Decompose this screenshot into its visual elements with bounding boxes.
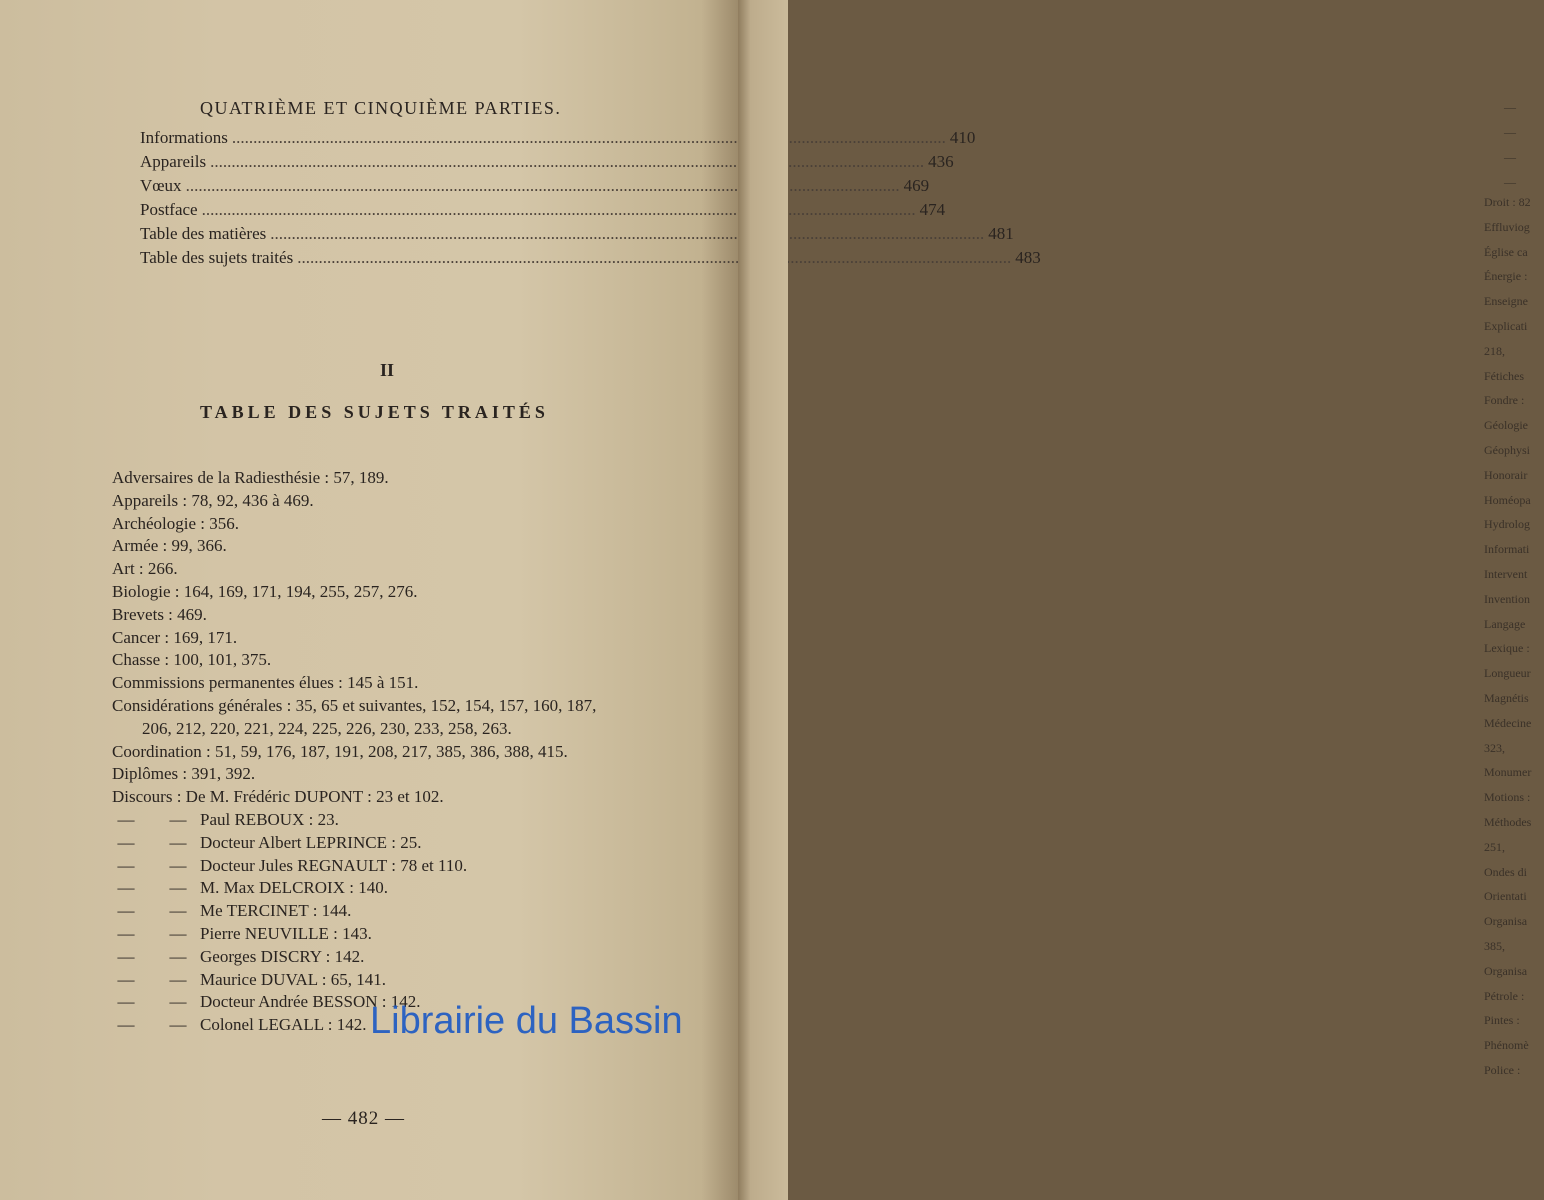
- toc-label: Vœux: [140, 176, 182, 195]
- ditto-dash: —: [169, 969, 187, 989]
- ditto-dash: —: [117, 878, 135, 898]
- index-entry: [112, 833, 672, 856]
- index-entry-text: Discours : De M. Frédéric DUPONT : 23 et 102.: [112, 787, 444, 807]
- right-page-word: Homéopa: [1484, 492, 1531, 507]
- section-number: II: [380, 360, 395, 380]
- index-entry: [112, 650, 672, 673]
- ditto-dash: —: [169, 832, 187, 852]
- index-entry-text: Diplômes : 391, 392.: [112, 764, 256, 784]
- right-page-word: 251,: [1484, 839, 1505, 854]
- right-page-word: Droit : 82: [1484, 195, 1531, 209]
- right-page-word: Pétrole :: [1484, 988, 1525, 1003]
- ditto-dash: —: [117, 1015, 135, 1035]
- right-page-word: Orientati: [1484, 889, 1527, 904]
- index-entry-text: Appareils : 78, 92, 436 à 469.: [112, 490, 314, 510]
- index-entry: [112, 856, 672, 879]
- index-entry-text: 206, 212, 220, 221, 224, 225, 226, 230, 233, 258, 263.: [142, 718, 512, 738]
- ditto-dash: —: [169, 901, 187, 921]
- index-entry-text: Me TERCINET : 144.: [200, 901, 352, 921]
- index-entry-text: Biologie : 164, 169, 171, 194, 255, 257, 276.: [112, 581, 418, 601]
- toc-page-number: 483: [1015, 248, 1041, 267]
- toc-row: [140, 152, 954, 176]
- ditto-dash: —: [169, 878, 187, 898]
- right-page-word: Pintes :: [1484, 1013, 1520, 1028]
- index-entry-text: Commissions permanentes élues : 145 à 151.: [112, 673, 419, 693]
- ditto-dash: —: [169, 946, 187, 966]
- watermark: Librairie du Bassin: [370, 1000, 683, 1042]
- ditto-dash: —: [169, 992, 187, 1012]
- right-page-word: Méthodes: [1484, 815, 1532, 829]
- toc-label: Appareils: [140, 152, 207, 171]
- right-page-word: Magnétis: [1484, 691, 1529, 705]
- index-entry: [112, 947, 672, 970]
- toc-page-number: 474: [919, 200, 946, 219]
- ditto-dash: —: [117, 946, 135, 966]
- right-page-word: Géologie: [1484, 418, 1528, 433]
- ditto-dash: —: [117, 855, 135, 875]
- right-page-word: Église ca: [1484, 244, 1528, 259]
- right-page-word: Fétiches: [1484, 368, 1524, 383]
- right-page-word: 385,: [1484, 939, 1505, 953]
- index-entry-text: Paul REBOUX : 23.: [200, 809, 339, 829]
- right-page-word: Médecine: [1484, 715, 1532, 730]
- toc-label: Table des sujets traités: [140, 248, 294, 267]
- ditto-dash: —: [117, 992, 135, 1012]
- index-entry: [112, 605, 672, 628]
- right-page-word: Monumer: [1484, 765, 1532, 780]
- section-title: QUATRIÈME ET CINQUIÈME PARTIES.: [200, 98, 562, 118]
- index-entry-text: Pierre NEUVILLE : 143.: [200, 923, 372, 943]
- toc-leader-dots: [232, 128, 946, 148]
- ditto-dash: —: [117, 969, 135, 989]
- index-entry-text: Colonel LEGALL : 142.: [200, 1015, 367, 1035]
- right-page-word: Organisa: [1484, 963, 1528, 978]
- index-entry-text: Brevets : 469.: [112, 604, 207, 624]
- toc-row: [140, 128, 976, 152]
- index-entry-text: M. Max DELCROIX : 140.: [200, 878, 388, 898]
- toc-row: [140, 176, 930, 200]
- ditto-dash: —: [117, 832, 135, 852]
- toc-leader-dots: [270, 224, 984, 244]
- toc-row: [140, 200, 946, 224]
- toc-leader-dots: [210, 152, 924, 172]
- toc-page-number: 436: [928, 152, 954, 171]
- index-entry-text: Cancer : 169, 171.: [112, 627, 238, 647]
- index-entry: [112, 628, 672, 651]
- index-entry: [112, 742, 672, 765]
- index-entry: [112, 559, 672, 582]
- index-entry-text: Adversaires de la Radiesthésie : 57, 189.: [112, 468, 389, 487]
- index-entry: [112, 787, 672, 810]
- toc-page-number: 410: [949, 128, 976, 147]
- right-page-word: —: [1504, 175, 1516, 189]
- index-entry-text: Georges DISCRY : 142.: [200, 946, 365, 966]
- index-entry-text: Docteur Andrée BESSON : 142.: [200, 992, 421, 1012]
- toc-leader-dots: [297, 248, 1011, 268]
- right-page-word: —: [1504, 100, 1516, 114]
- right-page-word: Fondre :: [1484, 393, 1525, 408]
- right-page-word: Géophysi: [1484, 443, 1530, 457]
- ditto-dash: —: [169, 923, 187, 943]
- index-entry-text: Chasse : 100, 101, 375.: [112, 650, 272, 670]
- right-page-word: Motions :: [1484, 790, 1531, 805]
- index-entry-text: Coordination : 51, 59, 176, 187, 191, 208, 217, 385, 386, 388, 415.: [112, 741, 568, 761]
- right-page-word: —: [1504, 150, 1516, 164]
- toc-page-number: 481: [988, 224, 1014, 243]
- index-entry: [112, 719, 672, 742]
- index-entry: [112, 696, 672, 719]
- index-entry: [112, 468, 672, 491]
- ditto-dash: —: [117, 809, 135, 829]
- right-page-word: Lexique :: [1484, 641, 1530, 656]
- right-page-word: Honorair: [1484, 467, 1528, 482]
- index-entry: [112, 514, 672, 537]
- ditto-dash: —: [117, 901, 135, 921]
- ditto-dash: —: [169, 809, 187, 829]
- index-entry-text: Considérations générales : 35, 65 et suivantes, 152, 154, 157, 160, 187,: [112, 695, 597, 715]
- right-page-word: Langage: [1484, 616, 1526, 631]
- right-page-word: Hydrolog: [1484, 517, 1530, 532]
- right-page-word: Longueur: [1484, 666, 1531, 681]
- index-entry-text: Armée : 99, 366.: [112, 536, 227, 556]
- index-entry: [112, 764, 672, 787]
- index-entry: [112, 536, 672, 559]
- toc-leader-dots: [186, 176, 900, 196]
- index-entry-text: Maurice DUVAL : 65, 141.: [200, 969, 387, 989]
- right-page-word: Ondes di: [1484, 864, 1527, 879]
- index-entry: [112, 673, 672, 696]
- toc-label: Postface: [140, 200, 198, 219]
- table-of-contents: [140, 128, 1041, 272]
- right-page-word: Organisa: [1484, 914, 1528, 929]
- right-page-word: Effluviog: [1484, 219, 1530, 234]
- right-page-word: Phénomè: [1484, 1038, 1529, 1053]
- index-entry-text: Archéologie : 356.: [112, 513, 239, 533]
- right-page-word: Énergie :: [1484, 269, 1528, 284]
- index-entry: [112, 924, 672, 947]
- index-entry: [112, 582, 672, 605]
- toc-row: [140, 224, 1014, 248]
- ditto-dash: —: [169, 1015, 187, 1035]
- index-entry: [112, 878, 672, 901]
- toc-label: Table des matières: [140, 224, 267, 243]
- index-entry-text: Art : 266.: [112, 559, 178, 579]
- right-page-word: Informati: [1484, 542, 1530, 557]
- index-entry: [112, 810, 672, 833]
- toc-row: [140, 248, 1041, 272]
- index-entry-text: Docteur Albert LEPRINCE : 25.: [200, 832, 422, 852]
- toc-leader-dots: [202, 200, 916, 220]
- index-entry-text: Docteur Jules REGNAULT : 78 et 110.: [200, 855, 468, 875]
- right-page-word: 323,: [1484, 740, 1505, 755]
- right-page-word: Police :: [1484, 1063, 1521, 1077]
- toc-page-number: 469: [903, 176, 930, 195]
- ditto-dash: —: [169, 855, 187, 875]
- subject-index: [112, 468, 672, 1038]
- index-entry: [112, 970, 672, 993]
- page-number: — 482 —: [322, 1108, 405, 1129]
- ditto-dash: —: [117, 923, 135, 943]
- right-page-word: Intervent: [1484, 567, 1528, 581]
- toc-label: Informations: [140, 128, 228, 147]
- right-page-word: —: [1504, 125, 1516, 139]
- right-page-word: Enseigne: [1484, 294, 1528, 309]
- right-page-word: 218,: [1484, 343, 1505, 358]
- index-entry: [112, 901, 672, 924]
- table-title: TABLE DES SUJETS TRAITÉS: [200, 402, 549, 422]
- index-entry: [112, 491, 672, 514]
- right-page-word: Invention: [1484, 591, 1530, 606]
- right-page-word: Explicati: [1484, 319, 1528, 333]
